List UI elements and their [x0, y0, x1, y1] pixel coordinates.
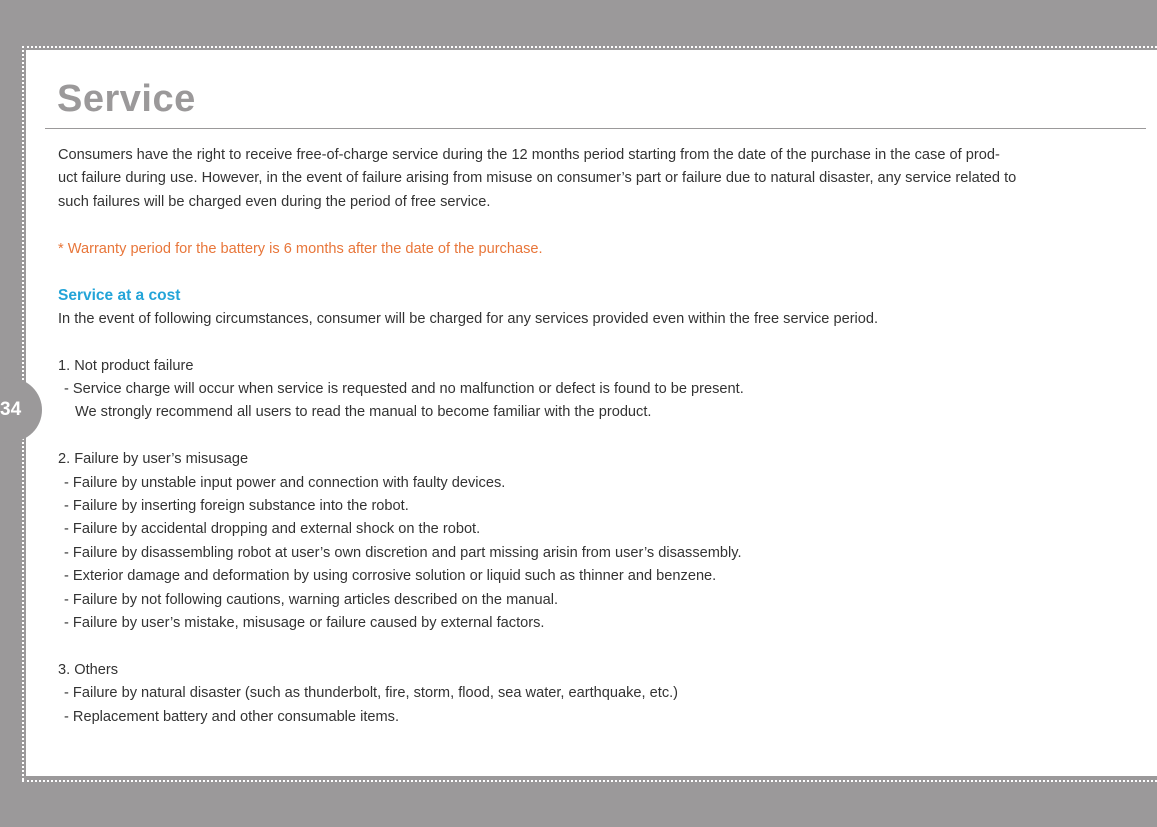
list-item: - Failure by inserting foreign substance into the robot. — [64, 498, 409, 515]
list-item: - Failure by unstable input power and connection with faulty devices. — [64, 474, 506, 491]
intro-line: such failures will be charged even during the period of free service. — [58, 193, 491, 210]
title-divider — [45, 128, 1146, 129]
list-item: - Failure by not following cautions, warning articles described on the manual. — [64, 591, 559, 608]
intro-line: uct failure during use. However, in the event of failure arising from misuse on consumer’s part or failure due to natural disaster, any service related to — [58, 170, 1017, 187]
cost-text: In the event of following circumstances, consumer will be charged for any services provided even within the free service period. — [58, 310, 879, 327]
list-item: - Failure by user’s mistake, misusage or failure caused by external factors. — [64, 615, 545, 632]
intro-line: Consumers have the right to receive free-of-charge service during the 12 months period starting from the date of the purchase in the case of prod- — [58, 147, 1000, 163]
service-content — [58, 144, 1098, 729]
list-item: - Failure by disassembling robot at user’s own discretion and part missing arisin from user’s disassembly. — [64, 544, 742, 561]
section-heading: 1. Not product failure — [58, 357, 194, 374]
page-title: Service — [57, 78, 196, 120]
list-item: - Service charge will occur when service is requested and no malfunction or defect is found to be present. — [64, 381, 744, 398]
page-number: 34 — [0, 399, 22, 420]
list-item: - Replacement battery and other consumable items. — [64, 708, 400, 725]
dotted-border-bottom — [22, 780, 1157, 782]
section-heading: 2. Failure by user’s misusage — [58, 451, 249, 468]
list-item: - Exterior damage and deformation by using corrosive solution or liquid such as thinner and benzene. — [64, 568, 717, 585]
section-heading: 3. Others — [58, 661, 119, 678]
list-item: - Failure by accidental dropping and external shock on the robot. — [64, 521, 481, 538]
list-item: We strongly recommend all users to read the manual to become familiar with the product. — [75, 404, 652, 421]
warranty-note: * Warranty period for the battery is 6 months after the date of the purchase. — [58, 240, 543, 257]
cost-heading: Service at a cost — [58, 287, 181, 305]
dotted-border-top — [22, 46, 1157, 48]
list-item: - Failure by natural disaster (such as thunderbolt, fire, storm, flood, sea water, earthquake, etc.) — [64, 685, 679, 702]
